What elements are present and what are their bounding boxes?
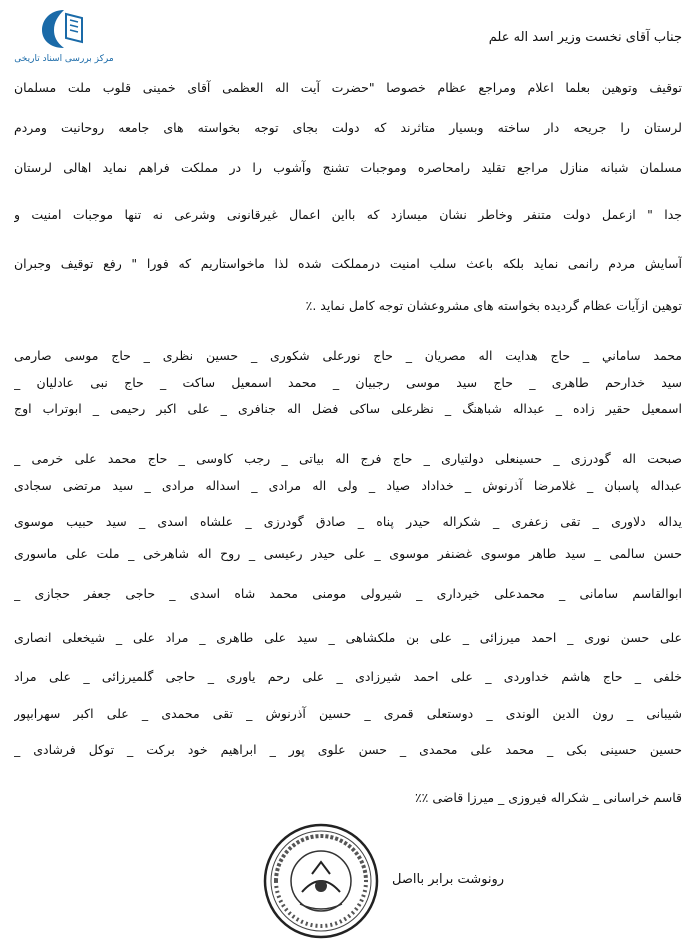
signature-line: شیبانی _ رون الدین الوندی _ دوستعلی قمری _ حسین آذرنوش _ تقی محمدی _ علی اکبر سهرابپور: [14, 706, 682, 721]
signature-line: سید خدارحم طاهری _ حاج سید موسی رجبیان _ محمد اسمعیل ساکت _ حاج نبی عادلیان _: [14, 375, 682, 390]
signature-line: اسمعیل حقیر زاده _ عبداله شباهنگ _ نظرعلی ساکی فضل اله جنافری _ علی اکبر رحیمی _ ابوتراب اوج: [14, 401, 682, 416]
signature-line: حسین حسینی بکی _ محمد علی محمدی _ حسن علوی پور _ ابراهیم خود برکت _ توکل فرشادی _: [14, 742, 682, 757]
archive-logo: [14, 8, 114, 66]
letter-heading: جناب آقای نخست وزیر اسد اله علم: [488, 30, 682, 45]
signature-line: محمد ساماني _ حاج هدایت اله مصریان _ حاج نورعلی شکوری _ حسین نظری _ حاج موسی صارمی: [14, 348, 682, 363]
signature-line: علی حسن نوری _ احمد میرزائی _ علی بن ملکشاهی _ سید علی طاهری _ مراد علی _ شیخعلی انصاری: [14, 630, 682, 645]
signature-line: ابوالقاسم سامانی _ محمدعلی خیرداری _ شیرولی مومنی محمد شاه اسدی _ حاجی جعفر حجازی _: [14, 586, 682, 601]
signature-line: یداله دلاوری _ تقی زعفری _ شکراله حیدر پناه _ صادق گودرزی _ علشاه اسدی _ سید حبیب موسوی: [14, 514, 682, 529]
closing-note: رونوشت برابر بااصل: [392, 872, 505, 887]
signature-line: حسن سالمی _ سید طاهر موسوی غضنفر موسوی _ علی حیدر رعیسی _ روح اله شاهرخی _ ملت علی ماسوری: [14, 546, 682, 561]
logo-text: مرکز بررسی اسناد تاریخی: [14, 54, 114, 64]
paragraph-line: لرستان را جریحه دار ساخته وبسیار متاثرند که دولت بجای توجه بخواسته های جامعه روحانیت ومردم: [14, 120, 682, 135]
paragraph-line: جدا " ازعمل دولت متنفر وخاطر نشان میسازد که بااین اعمال غیرقانونی وشرعی نه تنها موجبات امنیت و: [14, 207, 682, 222]
paragraph-line: توهین ازآیات عظام گردیده بخواسته های مشروعشان توجه کامل نماید .٪: [305, 298, 682, 313]
official-seal-icon: [262, 822, 380, 940]
paragraph-line: توقیف وتوهین بعلما اعلام ومراجع عظام خصوصا "حضرت آیت اله العظمی آقای خمینی قلوب ملت مسلمان: [14, 80, 682, 95]
signature-line: صبحت اله گودرزی _ حسینعلی دولتیاری _ حاج فرج اله بیاتی _ رجب کاوسی _ حاج محمد علی خرمی _: [14, 451, 682, 466]
paragraph-line: مسلمان شبانه منازل مراجع تقلید رامحاصره وموجبات تشنج وآشوب را در مملکت فراهم نماید اهالی لرستان: [14, 160, 682, 175]
paragraph-line: آسایش مردم رانمی نماید بلکه باعث سلب امنیت درمملکت شده لذا ماخواستاریم که فورا " رفع توقیف وجبران: [14, 256, 682, 271]
signature-line: عبداله پاسبان _ غلامرضا آذرنوش _ خداداد صیاد _ ولی اله مرادی _ اسداله مرادی _ سید مرتضی سجادی: [14, 478, 682, 493]
archive-logo-icon: [36, 8, 92, 54]
signature-line: قاسم خراسانی _ شکراله فیروزی _ میرزا قاضی ٪٪: [414, 790, 682, 805]
signature-line: خلفی _ حاج هاشم خداوردی _ علی احمد شیرزادی _ علی رحم یاوری _ حاجی گلمیرزائی _ علی مراد: [14, 669, 682, 684]
